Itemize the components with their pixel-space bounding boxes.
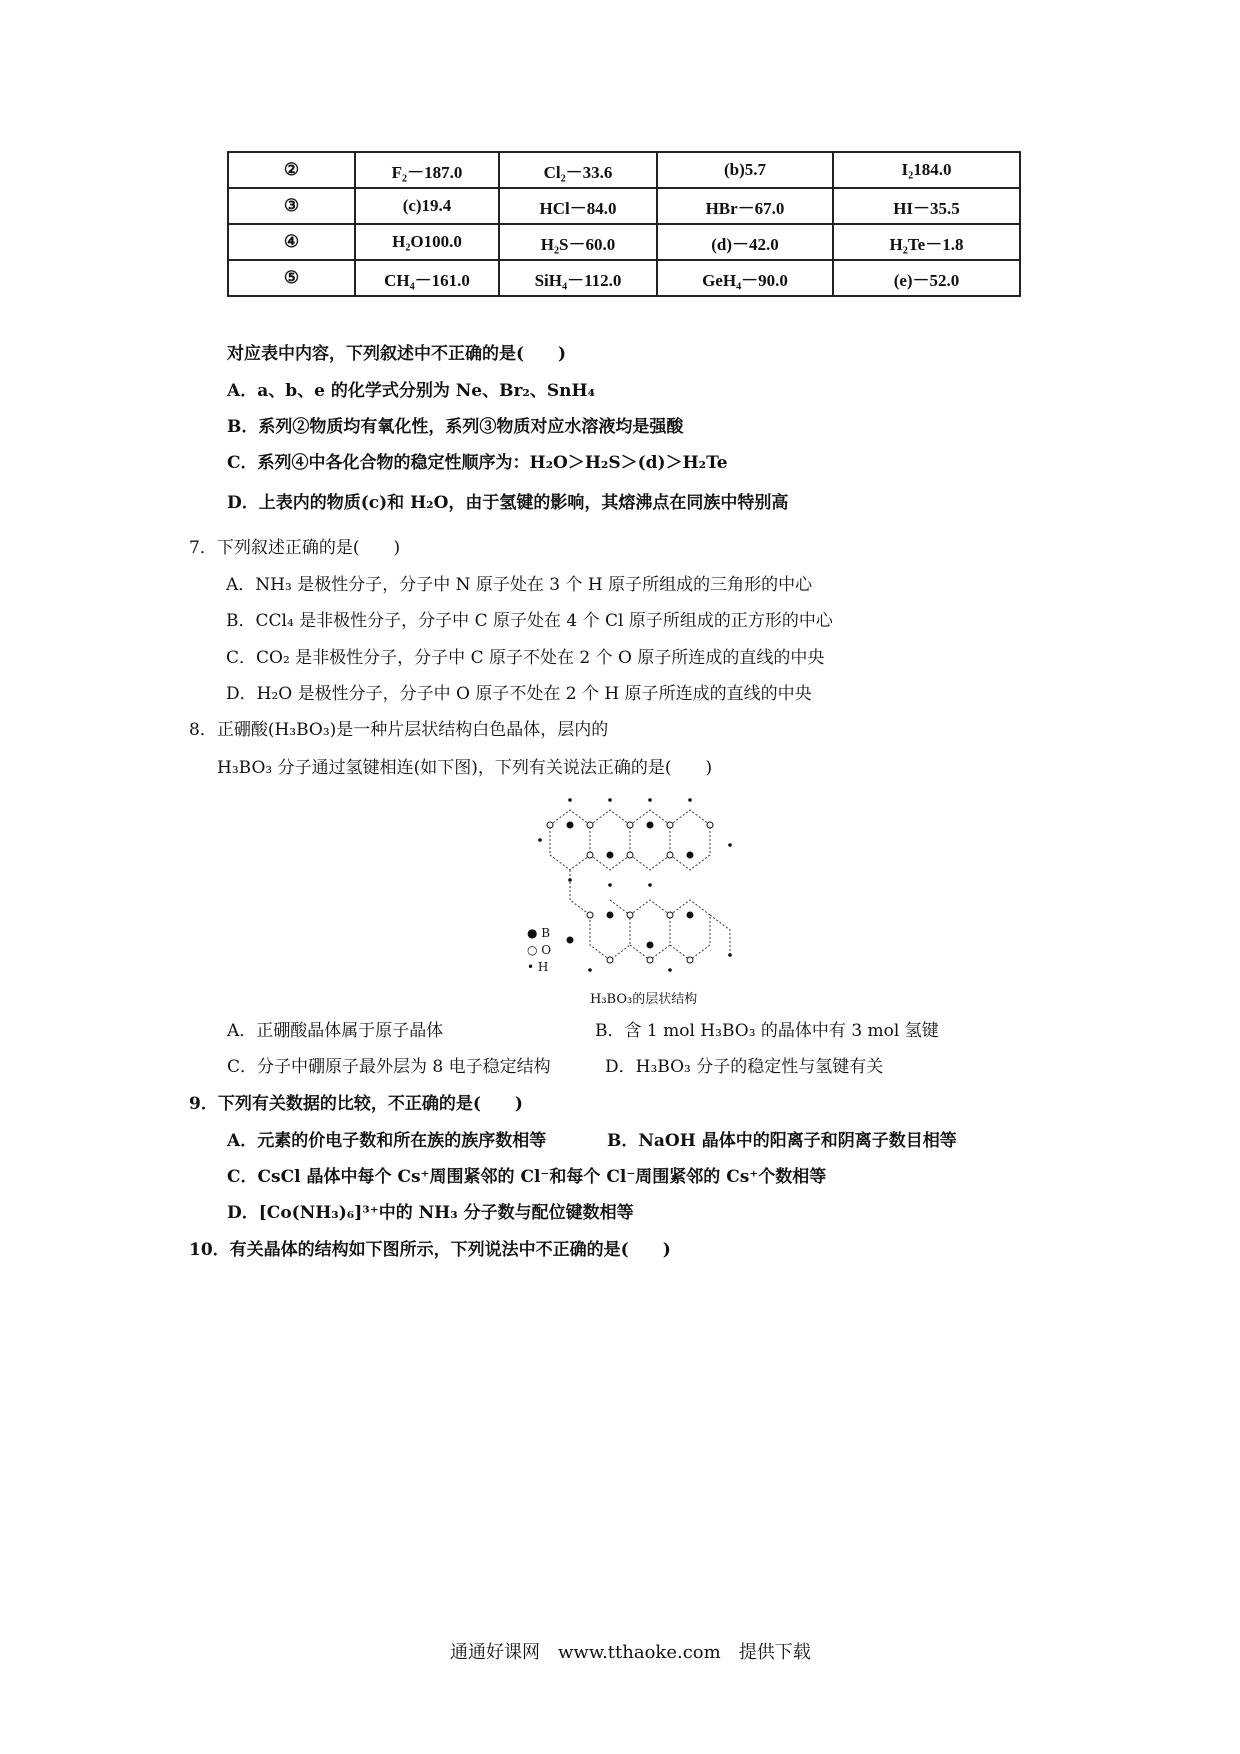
table-cell: (d)－42.0 xyxy=(657,224,833,260)
table-cell: SiH₄－112.0 xyxy=(499,260,657,296)
q7-stem: 7．下列叙述正确的是( ) xyxy=(189,538,401,558)
table-cell: GeH₄－90.0 xyxy=(657,260,833,296)
q8-option-a: A．正硼酸晶体属于原子晶体 xyxy=(227,1021,444,1041)
q10-stem: 10．有关晶体的结构如下图所示，下列说法中不正确的是( ) xyxy=(189,1240,671,1260)
table-cell: HCl－84.0 xyxy=(499,188,657,224)
q6-option-c: C．系列④中各化合物的稳定性顺序为：H₂O＞H₂S＞(d)＞H₂Te xyxy=(227,453,728,473)
q8-stem-line2: H₃BO₃ 分子通过氢键相连(如下图)，下列有关说法正确的是( ) xyxy=(217,758,713,778)
q8-option-b: B．含 1 mol H₃BO₃ 的晶体中有 3 mol 氢键 xyxy=(595,1021,939,1041)
diagram-caption: H₃BO₃的层状结构 xyxy=(590,992,698,1007)
q7-option-b: B．CCl₄ 是非极性分子，分子中 C 原子处在 4 个 Cl 原子所组成的正方形的中心 xyxy=(226,611,833,631)
q8-option-c: C．分子中硼原子最外层为 8 电子稳定结构 xyxy=(227,1057,551,1077)
table-cell: I₂184.0 xyxy=(833,152,1020,188)
q9-option-b: B．NaOH 晶体中的阳离子和阴离子数目相等 xyxy=(607,1131,957,1151)
q6-option-d: D．上表内的物质(c)和 H₂O，由于氢键的影响，其熔沸点在同族中特别高 xyxy=(227,493,789,513)
table-row xyxy=(228,152,1020,188)
page-footer: 通通好课网 www.tthaoke.com 提供下载 xyxy=(450,1642,811,1663)
h3bo3-layer-structure-diagram xyxy=(530,785,755,1000)
q6-stem: 对应表中内容，下列叙述中不正确的是( ) xyxy=(227,344,567,364)
table-cell: ⑤ xyxy=(228,260,355,296)
q7-option-d: D．H₂O 是极性分子，分子中 O 原子不处在 2 个 H 原子所连成的直线的中央 xyxy=(226,684,812,704)
legend-label: H xyxy=(537,960,549,974)
q9-option-a: A．元素的价电子数和所在族的族序数相等 xyxy=(227,1131,547,1151)
legend-label: O xyxy=(541,943,552,957)
boiling-point-table xyxy=(227,151,1021,297)
table-cell: CH₄－161.0 xyxy=(355,260,499,296)
q9-stem: 9．下列有关数据的比较，不正确的是( ) xyxy=(189,1094,523,1114)
table-row xyxy=(228,188,1020,224)
q8-stem-line1: 8．正硼酸(H₃BO₃)是一种片层状结构白色晶体，层内的 xyxy=(189,720,609,740)
legend-item-b: ● B xyxy=(527,926,551,940)
table-cell: Cl₂－33.6 xyxy=(499,152,657,188)
table-row xyxy=(228,260,1020,296)
table-cell: ② xyxy=(228,152,355,188)
table-cell: (e)－52.0 xyxy=(833,260,1020,296)
diagram-legend xyxy=(527,925,551,976)
q7-option-c: C．CO₂ 是非极性分子，分子中 C 原子不处在 2 个 O 原子所连成的直线的中央 xyxy=(226,648,825,668)
q8-option-d: D．H₃BO₃ 分子的稳定性与氢键有关 xyxy=(605,1057,884,1077)
table-row xyxy=(228,224,1020,260)
q9-option-c: C．CsCl 晶体中每个 Cs⁺周围紧邻的 Cl⁻和每个 Cl⁻周围紧邻的 Cs⁺个数相等 xyxy=(227,1167,827,1187)
legend-item-h: • H xyxy=(527,960,549,974)
legend-label: B xyxy=(541,926,551,940)
q6-option-a: A．a、b、e 的化学式分别为 Ne、Br₂、SnH₄ xyxy=(227,381,596,401)
legend-item-o: ○ O xyxy=(527,943,552,957)
table-cell: ③ xyxy=(228,188,355,224)
q7-option-a: A．NH₃ 是极性分子，分子中 N 原子处在 3 个 H 原子所组成的三角形的中心 xyxy=(226,575,813,595)
table-cell: HI－35.5 xyxy=(833,188,1020,224)
table-cell: F₂－187.0 xyxy=(355,152,499,188)
table-cell: ④ xyxy=(228,224,355,260)
table-cell: H₂O100.0 xyxy=(355,224,499,260)
table-cell: H₂S－60.0 xyxy=(499,224,657,260)
table-cell: (c)19.4 xyxy=(355,188,499,224)
table-cell: HBr－67.0 xyxy=(657,188,833,224)
q9-option-d: D．[Co(NH₃)₆]³⁺中的 NH₃ 分子数与配位键数相等 xyxy=(227,1203,634,1223)
q6-option-b: B．系列②物质均有氧化性，系列③物质对应水溶液均是强酸 xyxy=(227,417,684,437)
table-cell: (b)5.7 xyxy=(657,152,833,188)
table-cell: H₂Te－1.8 xyxy=(833,224,1020,260)
